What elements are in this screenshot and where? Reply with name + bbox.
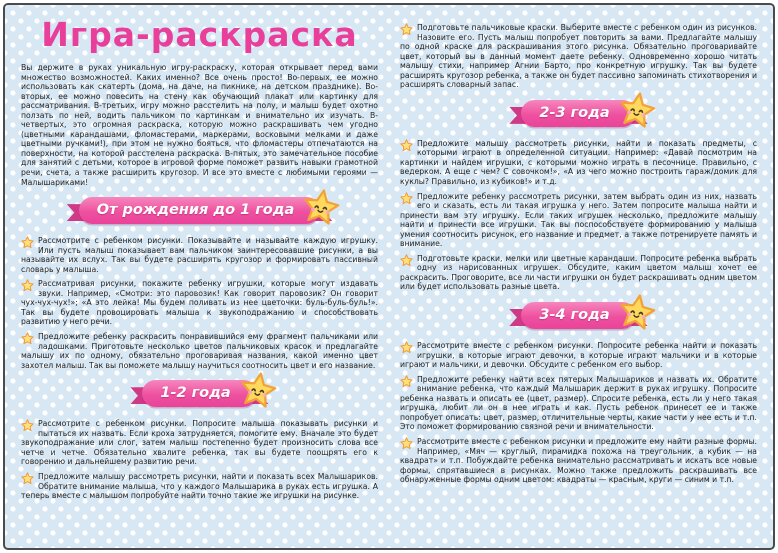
star-face-icon	[615, 88, 659, 132]
tip-paragraph	[400, 437, 757, 485]
tip-paragraph	[21, 332, 378, 370]
tip-paragraph	[21, 419, 378, 467]
tip-paragraph	[21, 236, 378, 274]
bullet-star-icon	[400, 192, 413, 205]
section-header-label: 3-4 года	[539, 307, 610, 324]
tip-text: Предложите ребенку раскрасить понравившийся ему фрагмент пальчиками или ладошками. Приготовьте несколько цветов пальчиковых красок и предлагайте малышу их по одному, обязательно проговаривая названия, какой именно цвет захотел малыш. Так вы поможете малышу научиться соотносить цвет и его название.	[21, 332, 378, 370]
tip-text: Предложите ребенку рассмотреть рисунки, затем выбрать один из них, назвать его и сказать, есть ли такая игрушка у него. Затем попросите малыша найти и принести вам эту игрушку. Если таких игрушек несколько, предложите малышу найти и принести все игрушки. Так вы поспособствуете формированию у малыша умения соотносить рисунок, его название и предмет, а также потренируете память и внимание.	[400, 191, 757, 249]
tip-paragraph	[400, 192, 757, 249]
tip-paragraph	[400, 375, 757, 432]
tip-text: Рассмотрите вместе с ребенком рисунки. Попросите ребенка найти и показать игрушки, в которые играют девочки, в которые играют мальчики и в которые играют и мальчики, и девочки. Обсудите с ребенком его выбор.	[400, 341, 757, 370]
tip-text: Рассмотрите вместе с ребенком рисунки и предложите ему найти разные формы. Например, «Мяч — круглый, пирамидка похожа на треугольник, а кубик — на квадрат» и т.п. Побуждайте ребенка внимательно рассматривать и искать все новые формы, спрятавшиеся в рисунках. Можно также предложить раскрашивать все обнаруженные формы одним цветом: квадраты — красным, круги — синим и т.п.	[400, 436, 757, 485]
ribbon-banner	[79, 197, 321, 224]
star-face-icon	[615, 290, 659, 334]
tip-paragraph	[400, 139, 757, 187]
intro-paragraph: Вы держите в руках уникальную игру-раскраску, которая открывает перед вами множество возможностей. Каких именно? Все очень просто! Во-первых, ее можно использовать как скатерть (дома, на даче, на пикнике, на детском празднике). Во-вторых, ее можно повесить на стену как обучающий плакат или картинку для рассматривания. В-третьих, игру можно расстелить на полу, и малыш будет охотно ползать по ней, водить пальчиком по картинкам и внимательно их изучать. В-четвертых, это огромная раскраска, которую можно раскрашивать чем угодно (цветными карандашами, фломастерами, маркерами, восковыми мелками и даже цветными ручками!), при этом не нужно бояться, что фломастеры отпечатаются на поверхности, на которой расстелена раскраска. В-пятых, это замечательное пособие для занятий с детьми, которое в игровой форме поможет развить навыки грамотной речи, счета, а также расширить кругозор. И все это вместе с любимыми героями — Малышариками!	[21, 63, 378, 187]
star-face-icon	[236, 368, 280, 412]
star-face-icon	[299, 185, 343, 229]
bullet-star-icon	[400, 23, 413, 36]
tip-text: Предложите малышу рассмотреть рисунки, найти и показать предметы, с которыми играют в определенной ситуации. Например: «Давай посмотрим на картинки и найдем игрушки, с которыми можно играть в песочнице. Правильно, с ведерком. А еще с чем? С совочком!», «А из чего можно построить гараж/домик для куклы? Правильно, из кубиков!» и т.д.	[400, 138, 757, 187]
tip-text: Предложите ребенку найти всех пятерых Малышариков и назвать их. Обратите внимание ребенка, что каждый Малышарик держит в руках игрушку. Попросите ребенка назвать и описать ее (цвет, размер). Спросите ребенка, есть ли у него такая игрушка, любит ли он в нее играть и как. Пусть ребенок принесет ее и также попробует описать: цвет, размер, отличительные черты, какие части у нее есть и т.п. Это поможет формированию связной речи и внимательности.	[400, 374, 757, 432]
section-header-3-4-years	[400, 302, 757, 332]
section-header-label: От рождения до 1 года	[96, 202, 295, 219]
tip-text: Подготовьте пальчиковые краски. Выберите вместе с ребенком один из рисунков. Назовите его. Пусть малыш попробует повторить за вами. Предлагайте малышу по одной краске для раскрашивания этого рисунка. Обязательно проговаривайте цвет, который вы в данный момент даете ребенку. Одновременно хорошо читать малышу стихи, например Агнии Барто, про конкретную игрушку. Так вы будете расширять кругозор ребенка, а также он будет пассивно запоминать стихотворения и расширять словарный запас.	[400, 23, 757, 90]
right-column	[400, 13, 757, 542]
bullet-star-icon	[400, 254, 413, 267]
tip-paragraph	[400, 23, 757, 90]
bullet-star-icon	[400, 139, 413, 152]
tip-text: Рассматривая рисунки, покажите ребенку игрушки, которые могут издавать звуки. Например, «Смотри: это паровозик! Как говорит паровозик? Он говорит чух-чух-чух!»; «А это лейка! Мы будем поливать из нее цветочки: буль-буль-буль!». Так вы будете провоцировать малыша к звукоподражанию и способствовать развитию у него речи.	[21, 279, 378, 327]
section-header-2-3-years	[400, 100, 757, 130]
bullet-star-icon	[21, 279, 34, 292]
bullet-star-icon	[400, 437, 413, 450]
two-column-layout	[21, 13, 757, 542]
section-header-birth-to-1-year	[21, 197, 378, 227]
bullet-star-icon	[400, 375, 413, 388]
tip-text: Предложите малышу рассмотреть рисунки, найти и показать всех Малышариков. Обратите внимание малыша, что у каждого Малышарика в руках есть игрушка. А теперь вместе с малышом попробуйте найти точно такие же игрушки на рисунке.	[21, 471, 378, 501]
section-header-1-2-years	[21, 380, 378, 410]
bullet-star-icon	[21, 236, 34, 249]
tip-text: Подготовьте краски, мелки или цветные карандаши. Попросите ребенка выбрать одну из нарисованных игрушек. Обсудите, каким цветом малыш хочет ее раскрасить. Проговорите, все ли части игрушки он будет раскрашивать одним цветом или будет использовать разные цвета.	[400, 253, 757, 292]
section-header-label: 2-3 года	[539, 104, 610, 121]
section-header-label: 1-2 года	[160, 385, 231, 402]
tip-paragraph	[400, 341, 757, 370]
bullet-star-icon	[21, 332, 34, 345]
bullet-star-icon	[21, 419, 34, 432]
tip-paragraph	[400, 254, 757, 292]
coloring-game-instruction-page	[3, 3, 775, 550]
bullet-star-icon	[400, 341, 413, 354]
tip-paragraph	[21, 472, 378, 501]
tip-text: Рассмотрите с ребенком рисунки. Попросите малыша показывать рисунки и пытаться их назвать. Если кроха затрудняется, помогите ему. Вначале это будет звукоподражание или слог, затем малыш постепенно будет произносить слова все четче и четче. Обязательно хвалите ребенка, так вы будете поощрять его к говорению и дальнейшему развитию речи.	[21, 419, 378, 467]
bullet-star-icon	[21, 472, 34, 485]
left-column	[21, 13, 378, 542]
tip-text: Рассмотрите с ребенком рисунки. Показывайте и называйте каждую игрушку. Или пусть малыш показывает вам пальчиком заинтересовавшие рисунки, а вы называйте их вслух. Так вы будете расширять кругозор и формировать пассивный словарь у малыша.	[21, 236, 378, 274]
tip-paragraph	[21, 279, 378, 327]
page-title: Игра-раскраска	[41, 15, 358, 54]
